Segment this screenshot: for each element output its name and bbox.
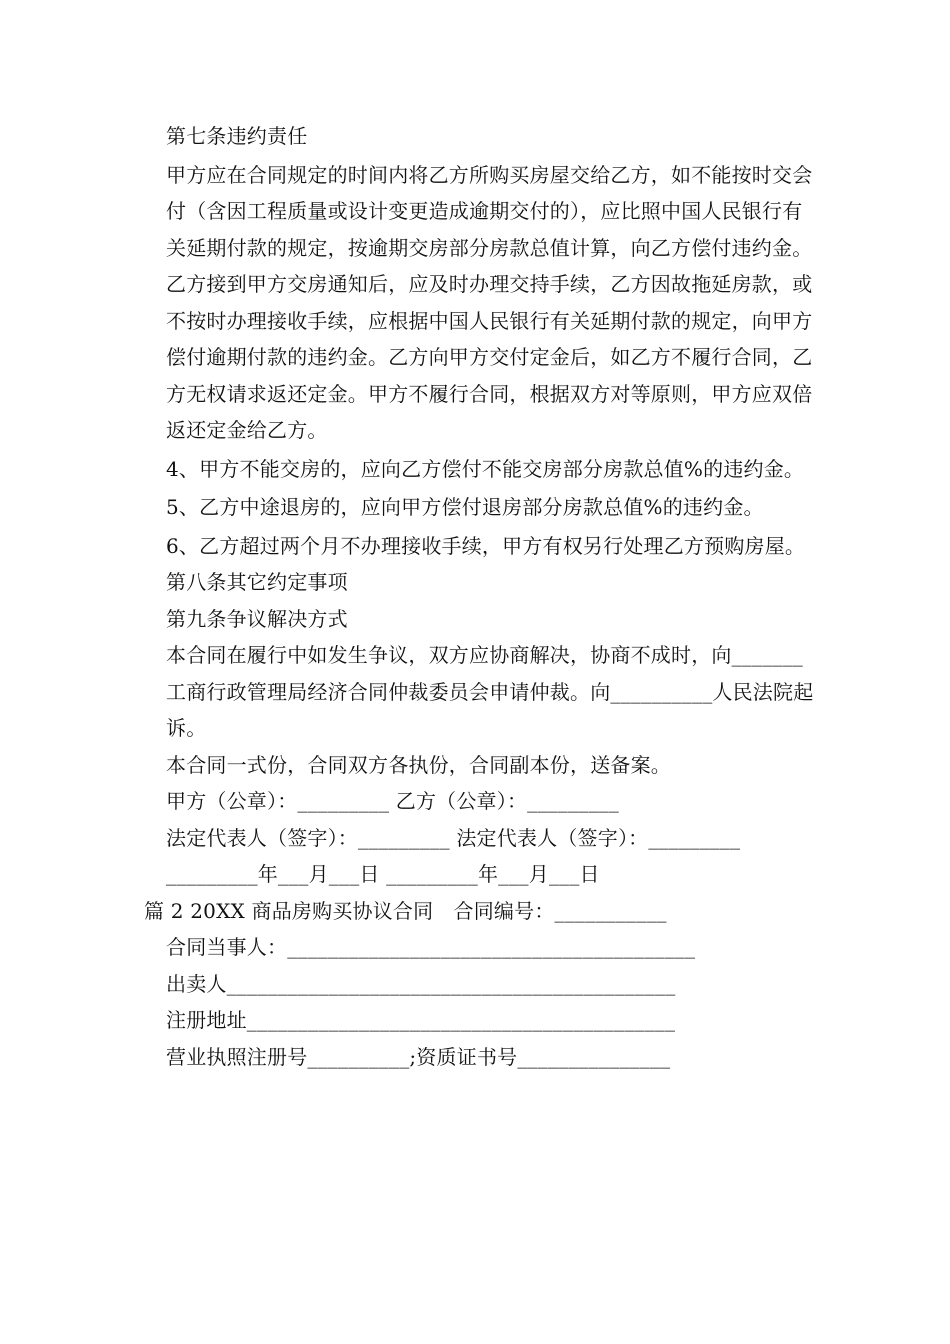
representative-line: 法定代表人（签字）：_________ 法定代表人（签字）：_________ (166, 825, 741, 850)
article9-title: 第九条争议解决方式 (166, 606, 348, 631)
article8-title: 第八条其它约定事项 (166, 570, 348, 594)
item-6: 6、乙方超过两个月不办理接收手续，甲方有权另行处理乙方预购房屋。 (166, 533, 806, 558)
document-body (144, 118, 816, 1075)
item-4: 4、甲方不能交房的，应向乙方偿付不能交房部分房款总值%的违约金。 (166, 456, 805, 481)
parties-line: 合同当事人：________________________________________ (166, 935, 696, 959)
article7-body: 甲方应在合同规定的时间内将乙方所购买房屋交给乙方，如不能按时交会付（含因工程质量或设计变更造成逾期交付的），应比照中国人民银行有关延期付款的规定，按逾期交房部分房款总值计算，向乙方偿付违约金。乙方接到甲方交房通知后，应及时办理交持手续，乙方因故拖延房款，或不按时办理接收手续，应根据中国人民银行有关延期付款的规定，向甲方偿付逾期付款的违约金。乙方向甲方交付定金后，如乙方不履行合同，乙方无权请求返还定金。甲方不履行合同，根据双方对等原则，甲方应双倍返还定金给乙方。 (166, 162, 813, 442)
part2-heading: 篇 2 20XX 商品房购买协议合同 合同编号：___________ (144, 898, 667, 923)
license-line: 营业执照注册号__________;资质证书号_______________ (166, 1044, 671, 1069)
article9-body: 本合同在履行中如发生争议，双方应协商解决，协商不成时，向_______工商行政管理局经济合同仲裁委员会申请仲裁。向__________人民法院起诉。 (166, 643, 814, 740)
seller-line: 出卖人____________________________________________ (166, 971, 676, 996)
item-5: 5、乙方中途退房的，应向甲方偿付退房部分房款总值%的违约金。 (166, 495, 764, 519)
address-line: 注册地址__________________________________________ (166, 1008, 676, 1032)
article7-title: 第七条违约责任 (166, 124, 308, 148)
copies-clause: 本合同一式份，合同双方各执份，合同副本份，送备案。 (166, 752, 671, 777)
date-line: _________年___月___日 _________年___月___日 (166, 862, 600, 886)
seal-line: 甲方（公章）：_________ 乙方（公章）：_________ (166, 789, 619, 813)
